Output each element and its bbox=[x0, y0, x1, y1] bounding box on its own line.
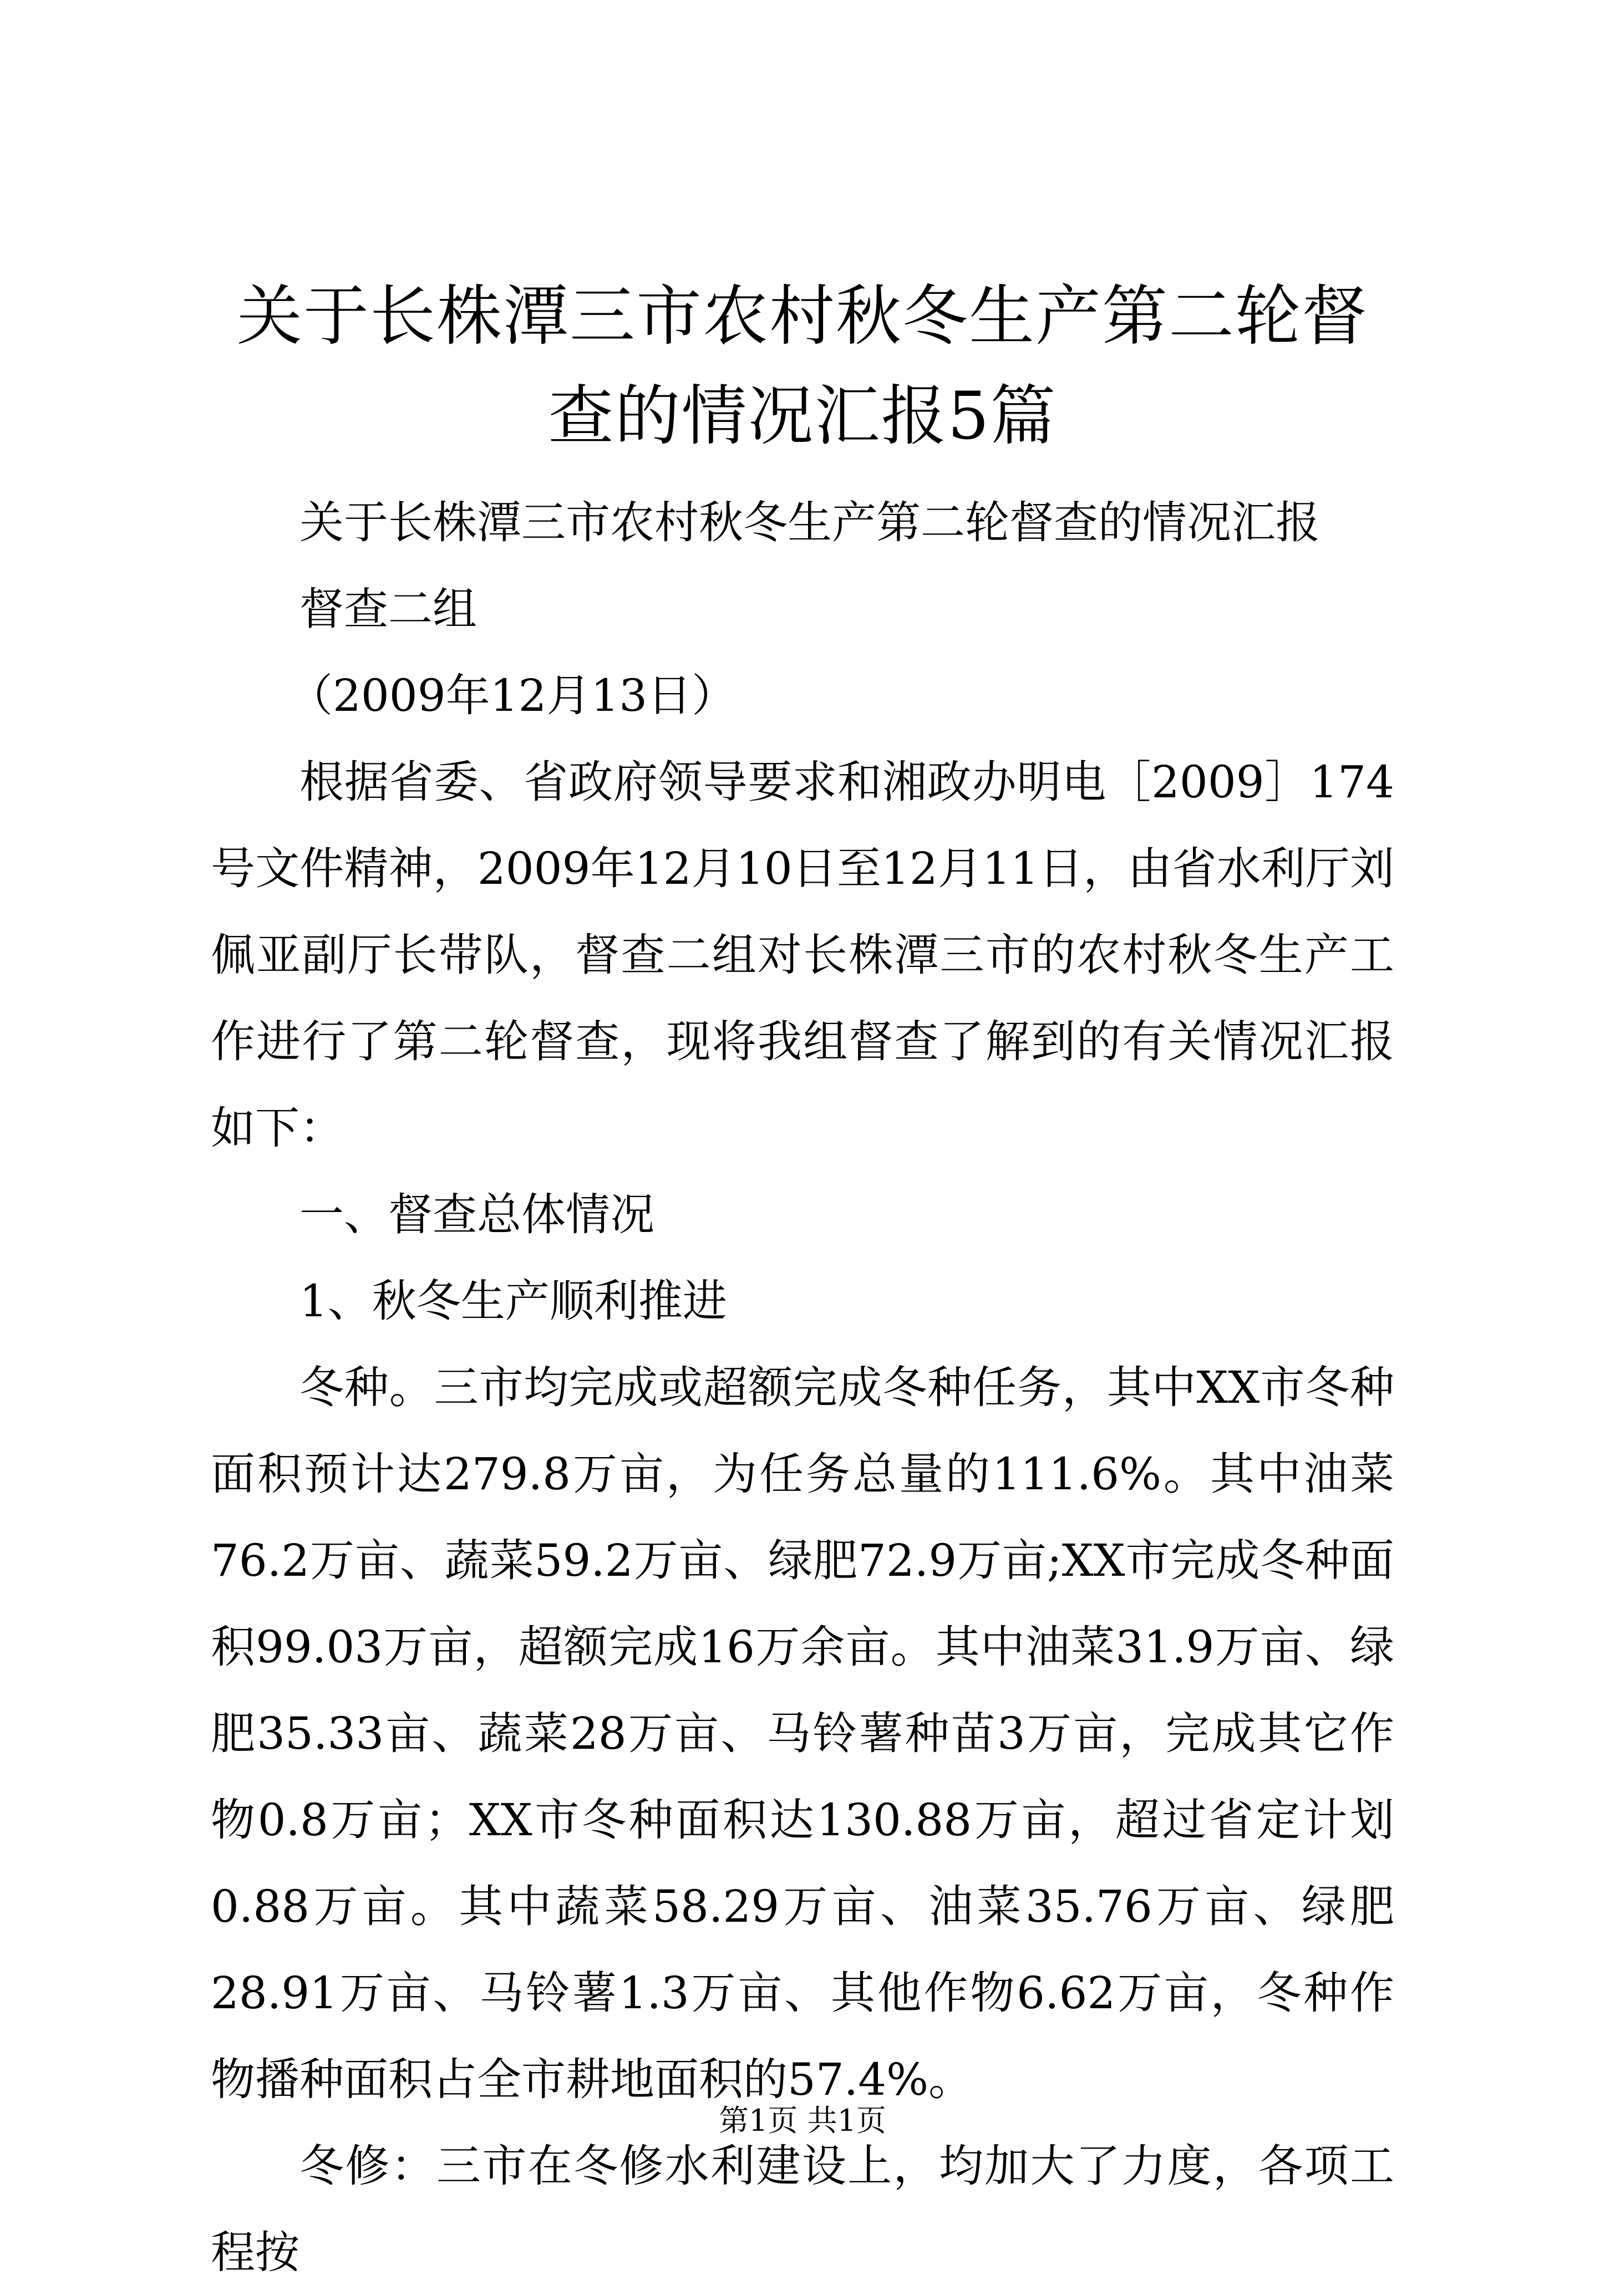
winter-planting-paragraph: 冬种。三市均完成或超额完成冬种任务，其中XX市冬种面积预计达279.8万亩，为任务总量的111.6%。其中油菜76.2万亩、蔬菜59.2万亩、绿肥72.9万亩;XX市完成冬种面积99.03万亩，超额完成16万余亩。其中油菜31.9万亩、绿肥35.33亩、蔬菜28万亩、马铃薯种苗3万亩，完成其它作物0.8万亩；XX市冬种面积达130.88万亩，超过省定计划0.88万亩。其中蔬菜58.29万亩、油菜35.76万亩、绿肥28.91万亩、马铃薯1.3万亩、其他作物6.62万亩，冬种作物播种面积占全市耕地面积的57.4%。 bbox=[211, 1362, 1394, 2105]
section-heading: 一、督查总体情况 bbox=[299, 1189, 654, 1240]
subsection-heading: 1、秋冬生产顺利推进 bbox=[299, 1275, 727, 1327]
report-heading: 关于长株潭三市农村秋冬生产第二轮督查的情况汇报 bbox=[299, 497, 1320, 548]
winter-repair-paragraph: 冬修：三市在冬修水利建设上，均加大了力度，各项工程按 bbox=[211, 2140, 1394, 2278]
report-date: （2009年12月13日） bbox=[288, 670, 737, 721]
document-body bbox=[211, 480, 1394, 2296]
group-name: 督查二组 bbox=[299, 583, 477, 635]
intro-paragraph: 根据省委、省政府领导要求和湘政办明电［2009］174号文件精神，2009年12月10日至12月11日，由省水利厅刘佩亚副厅长带队，督查二组对长株潭三市的农村秋冬生产工作进行了第二轮督查，现将我组督查了解到的有关情况汇报如下： bbox=[211, 756, 1394, 1154]
page-footer: 第1页 共1页 bbox=[719, 2103, 886, 2138]
document-title: 关于长株潭三市农村秋冬生产第二轮督查的情况汇报5篇 bbox=[236, 278, 1368, 454]
